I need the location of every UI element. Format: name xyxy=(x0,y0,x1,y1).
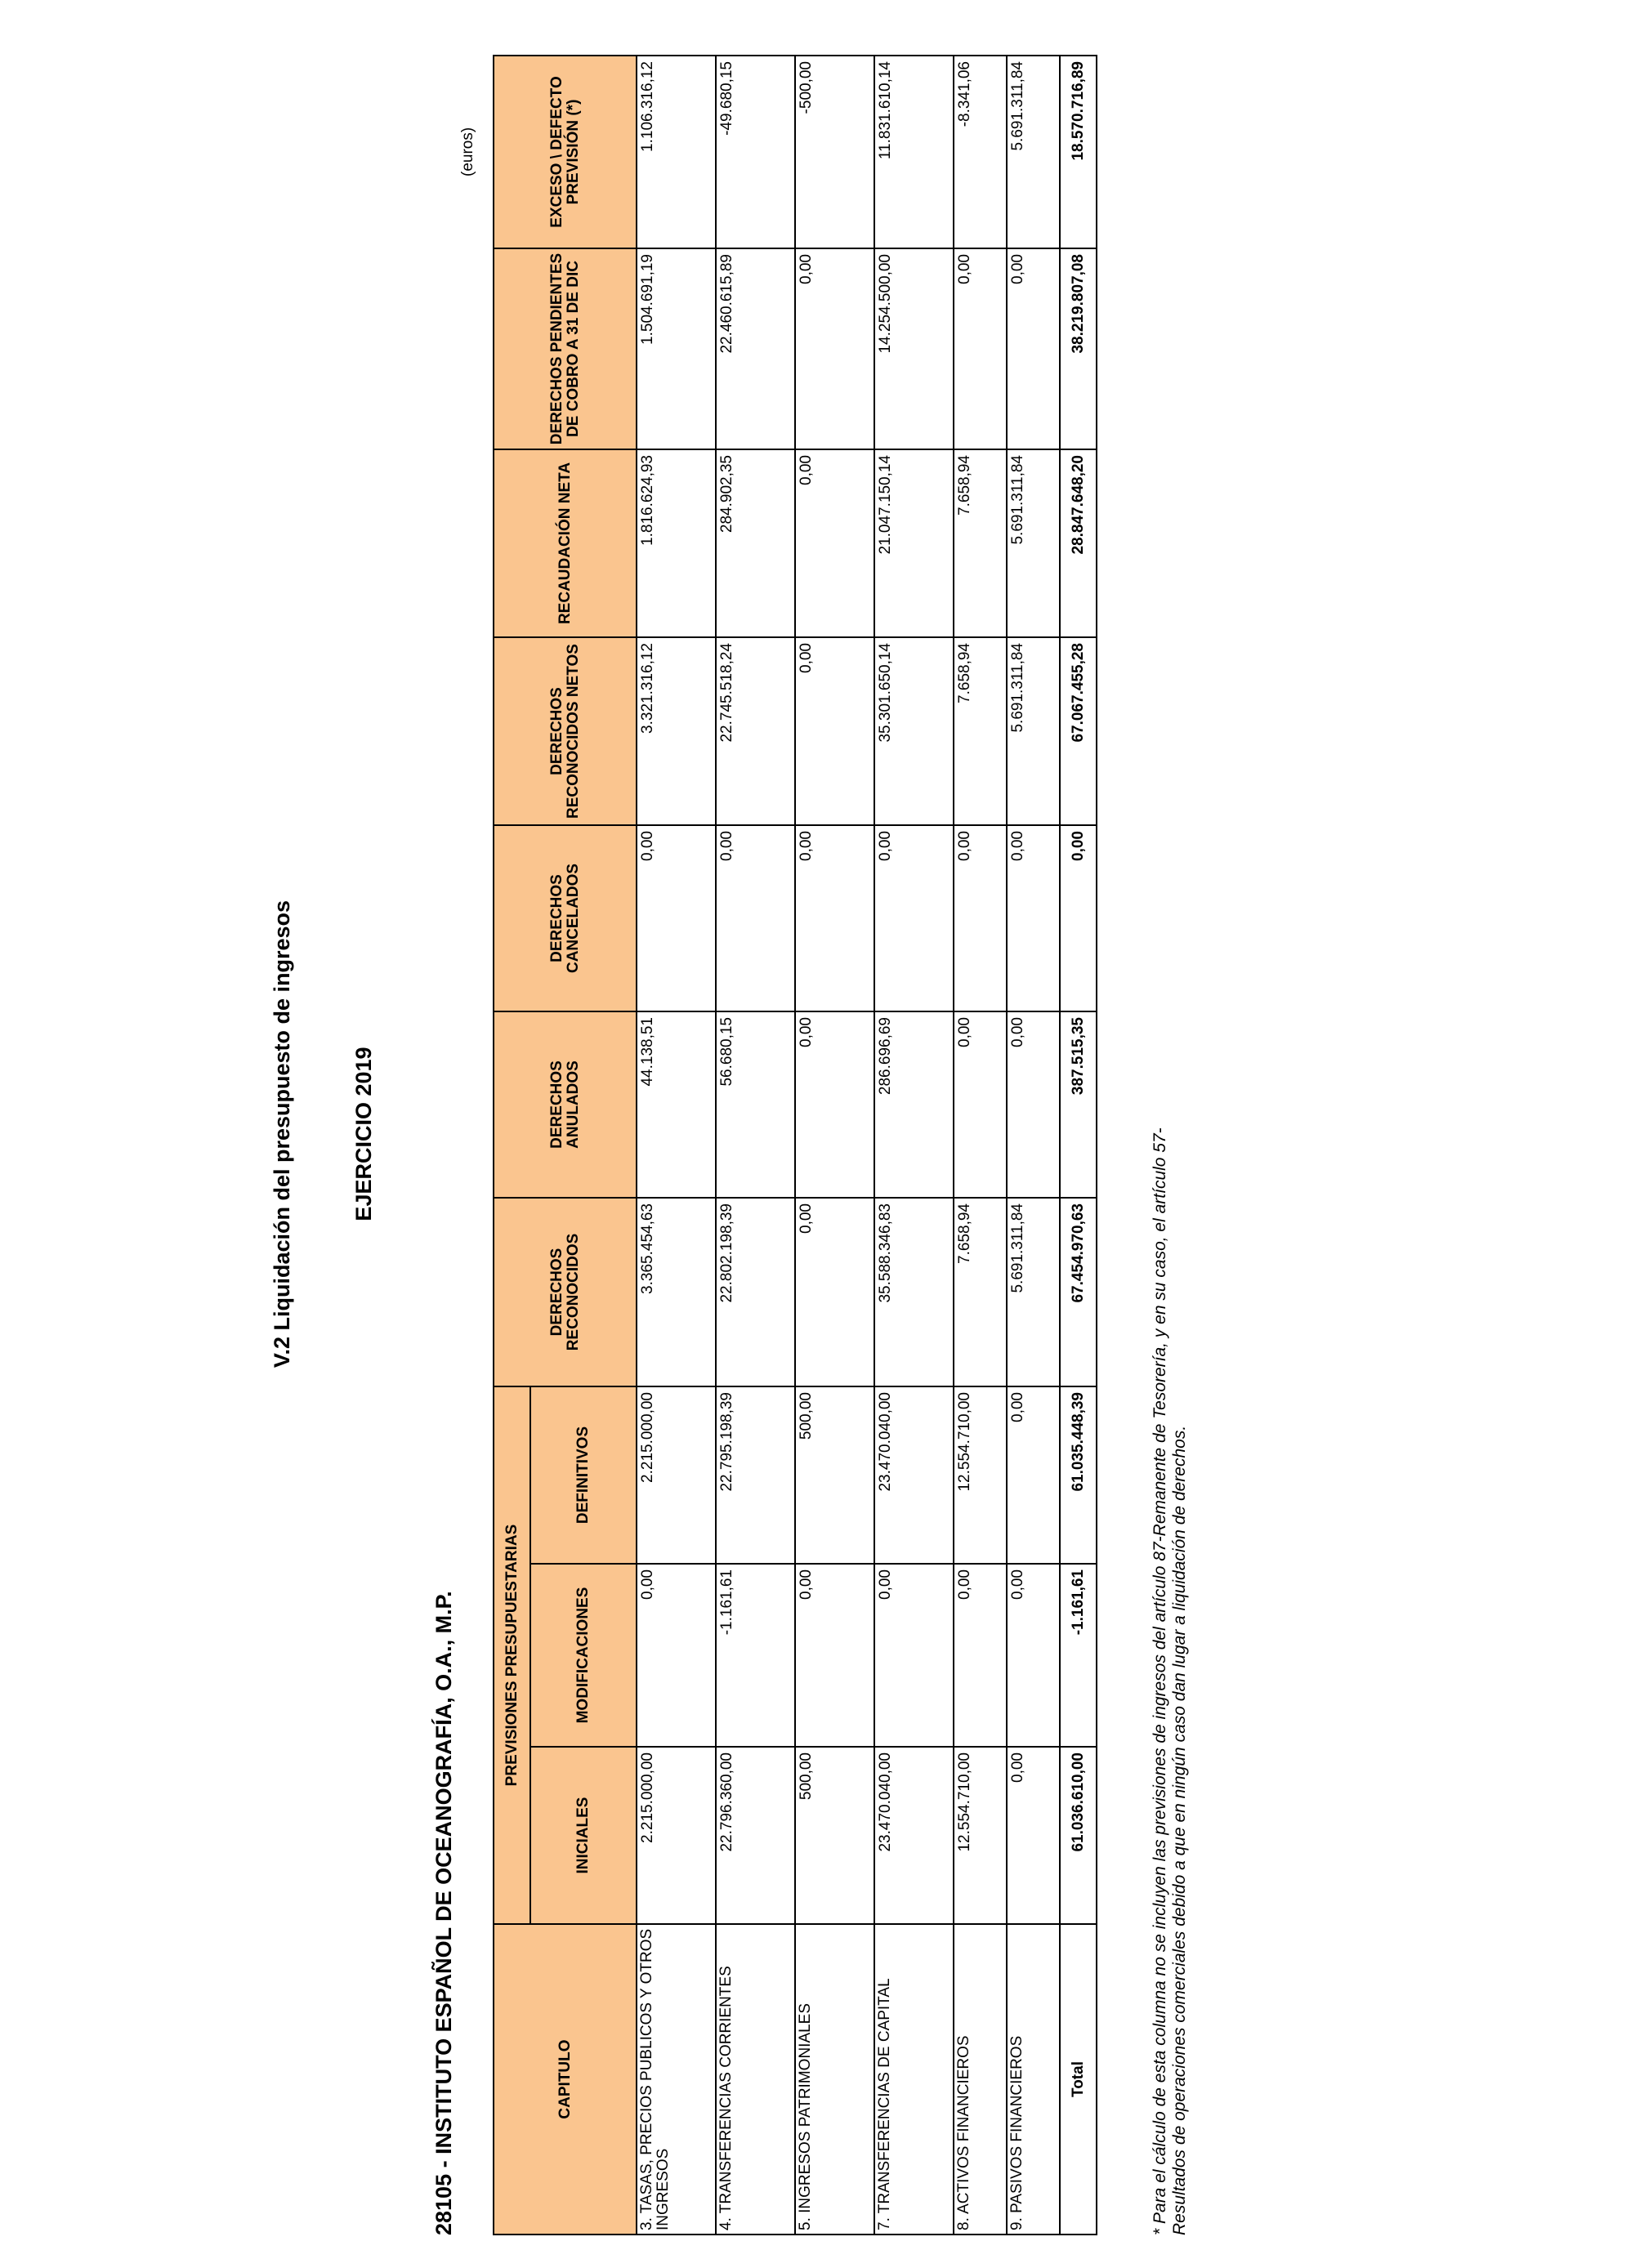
cell-derechos-cancelados: 0,00 xyxy=(637,825,716,1011)
col-header-derechos-pendientes: DERECHOS PENDIENTES DE COBRO A 31 DE DIC xyxy=(494,248,637,449)
cell-derechos-reconocidos-netos: 3.321.316,12 xyxy=(637,637,716,825)
cell-derechos-pendientes: 22.460.615,89 xyxy=(716,248,795,449)
col-header-derechos-cancelados: DERECHOS CANCELADOS xyxy=(494,825,637,1011)
cell-derechos-pendientes: 0,00 xyxy=(795,248,874,449)
cell-derechos-anulados: 286.696,69 xyxy=(874,1011,954,1198)
col-header-capitulo: CAPITULO xyxy=(494,1924,637,2235)
cell-modificaciones: 0,00 xyxy=(795,1564,874,1747)
cell-definitivos: 500,00 xyxy=(795,1386,874,1564)
cell-definitivos: 2.215.000,00 xyxy=(637,1386,716,1564)
cell-exceso-defecto: -8.341,06 xyxy=(954,56,1007,248)
cell-derechos-cancelados: 0,00 xyxy=(795,825,874,1011)
cell-iniciales: 23.470.040,00 xyxy=(874,1747,954,1924)
total-iniciales: 61.036.610,00 xyxy=(1060,1747,1097,1924)
total-label: Total xyxy=(1060,1924,1097,2235)
cell-recaudacion-neta: 7.658,94 xyxy=(954,449,1007,637)
col-header-derechos-reconocidos-netos: DERECHOS RECONOCIDOS NETOS xyxy=(494,637,637,825)
cell-modificaciones: 0,00 xyxy=(1007,1564,1060,1747)
cell-derechos-anulados: 0,00 xyxy=(1007,1011,1060,1198)
cell-derechos-reconocidos: 35.588.346,83 xyxy=(874,1198,954,1386)
cell-modificaciones: -1.161,61 xyxy=(716,1564,795,1747)
footnote: * Para el cálculo de esta columna no se incluyen las previsiones de ingresos del artículo 87-Remanente de Tesorería, y en su caso, el artículo 57- Resultados de operaciones comerciales debido a que en ningún caso dan lugar a liquidación de derechos. xyxy=(1151,1127,1190,2235)
fiscal-year-heading: EJERCICIO 2019 xyxy=(351,1047,376,1221)
cell-iniciales: 0,00 xyxy=(1007,1747,1060,1924)
col-header-recaudacion-neta: RECAUDACIÓN NETA xyxy=(494,449,637,637)
total-modificaciones: -1.161,61 xyxy=(1060,1564,1097,1747)
cell-iniciales: 2.215.000,00 xyxy=(637,1747,716,1924)
row-capitulo: 4. TRANSFERENCIAS CORRIENTES xyxy=(716,1924,795,2235)
cell-derechos-pendientes: 14.254.500,00 xyxy=(874,248,954,449)
cell-recaudacion-neta: 5.691.311,84 xyxy=(1007,449,1060,637)
total-derechos-pendientes: 38.219.807,08 xyxy=(1060,248,1097,449)
header-row-group xyxy=(494,56,530,2235)
row-capitulo: 7. TRANSFERENCIAS DE CAPITAL xyxy=(874,1924,954,2235)
cell-iniciales: 12.554.710,00 xyxy=(954,1747,1007,1924)
cell-derechos-reconocidos-netos: 22.745.518,24 xyxy=(716,637,795,825)
cell-derechos-reconocidos: 7.658,94 xyxy=(954,1198,1007,1386)
row-capitulo: 8. ACTIVOS FINANCIEROS xyxy=(954,1924,1007,2235)
col-header-definitivos: DEFINITIVOS xyxy=(530,1386,637,1564)
col-header-derechos-reconocidos: DERECHOS RECONOCIDOS xyxy=(494,1198,637,1386)
cell-recaudacion-neta: 21.047.150,14 xyxy=(874,449,954,637)
total-definitivos: 61.035.448,39 xyxy=(1060,1386,1097,1564)
cell-modificaciones: 0,00 xyxy=(954,1564,1007,1747)
cell-derechos-pendientes: 0,00 xyxy=(1007,248,1060,449)
cell-definitivos: 23.470.040,00 xyxy=(874,1386,954,1564)
cell-exceso-defecto: 1.106.316,12 xyxy=(637,56,716,248)
cell-derechos-reconocidos: 5.691.311,84 xyxy=(1007,1198,1060,1386)
total-exceso-defecto: 18.570.716,89 xyxy=(1060,56,1097,248)
total-derechos-reconocidos-netos: 67.067.455,28 xyxy=(1060,637,1097,825)
cell-exceso-defecto: 5.691.311,84 xyxy=(1007,56,1060,248)
cell-modificaciones: 0,00 xyxy=(874,1564,954,1747)
total-derechos-reconocidos: 67.454.970,63 xyxy=(1060,1198,1097,1386)
cell-definitivos: 0,00 xyxy=(1007,1386,1060,1564)
cell-recaudacion-neta: 1.816.624,93 xyxy=(637,449,716,637)
cell-iniciales: 500,00 xyxy=(795,1747,874,1924)
cell-derechos-cancelados: 0,00 xyxy=(1007,825,1060,1011)
cell-derechos-reconocidos: 0,00 xyxy=(795,1198,874,1386)
cell-iniciales: 22.796.360,00 xyxy=(716,1747,795,1924)
col-header-iniciales: INICIALES xyxy=(530,1747,637,1924)
total-recaudacion-neta: 28.847.648,20 xyxy=(1060,449,1097,637)
cell-definitivos: 12.554.710,00 xyxy=(954,1386,1007,1564)
cell-derechos-reconocidos-netos: 7.658,94 xyxy=(954,637,1007,825)
row-capitulo: 5. INGRESOS PATRIMONIALES xyxy=(795,1924,874,2235)
cell-derechos-anulados: 56.680,15 xyxy=(716,1011,795,1198)
table-row xyxy=(716,56,795,2235)
cell-derechos-cancelados: 0,00 xyxy=(716,825,795,1011)
cell-definitivos: 22.795.198,39 xyxy=(716,1386,795,1564)
row-capitulo: 3. TASAS, PRECIOS PUBLICOS Y OTROS INGRESOS xyxy=(637,1924,716,2235)
cell-derechos-reconocidos: 22.802.198,39 xyxy=(716,1198,795,1386)
cell-derechos-anulados: 0,00 xyxy=(954,1011,1007,1198)
cell-derechos-pendientes: 0,00 xyxy=(954,248,1007,449)
table-row xyxy=(874,56,954,2235)
cell-derechos-cancelados: 0,00 xyxy=(874,825,954,1011)
total-row xyxy=(1060,56,1097,2235)
cell-exceso-defecto: -49.680,15 xyxy=(716,56,795,248)
cell-derechos-cancelados: 0,00 xyxy=(954,825,1007,1011)
table-row xyxy=(954,56,1007,2235)
cell-derechos-reconocidos-netos: 35.301.650,14 xyxy=(874,637,954,825)
col-header-modificaciones: MODIFICACIONES xyxy=(530,1564,637,1747)
cell-derechos-pendientes: 1.504.691,19 xyxy=(637,248,716,449)
cell-modificaciones: 0,00 xyxy=(637,1564,716,1747)
entity-name: 28105 - INSTITUTO ESPAÑOL DE OCEANOGRAFÍA, O.A., M.P. xyxy=(431,1591,456,2235)
table-row xyxy=(795,56,874,2235)
cell-derechos-reconocidos: 3.365.454,63 xyxy=(637,1198,716,1386)
cell-recaudacion-neta: 284.902,35 xyxy=(716,449,795,637)
budget-settlement-table xyxy=(493,55,1097,2235)
total-derechos-cancelados: 0,00 xyxy=(1060,825,1097,1011)
table-row xyxy=(637,56,716,2235)
cell-exceso-defecto: 11.831.610,14 xyxy=(874,56,954,248)
cell-derechos-reconocidos-netos: 5.691.311,84 xyxy=(1007,637,1060,825)
cell-recaudacion-neta: 0,00 xyxy=(795,449,874,637)
row-capitulo: 9. PASIVOS FINANCIEROS xyxy=(1007,1924,1060,2235)
currency-units: (euros) xyxy=(459,127,476,176)
total-derechos-anulados: 387.515,35 xyxy=(1060,1011,1097,1198)
col-header-exceso-defecto: EXCESO \ DEFECTO PREVISIÓN (*) xyxy=(494,56,637,248)
col-header-previsiones-group: PREVISIONES PRESUPUESTARIAS xyxy=(494,1386,530,1924)
cell-exceso-defecto: -500,00 xyxy=(795,56,874,248)
cell-derechos-anulados: 44.138,51 xyxy=(637,1011,716,1198)
cell-derechos-anulados: 0,00 xyxy=(795,1011,874,1198)
table-row xyxy=(1007,56,1060,2235)
cell-derechos-reconocidos-netos: 0,00 xyxy=(795,637,874,825)
col-header-derechos-anulados: DERECHOS ANULADOS xyxy=(494,1011,637,1198)
report-title: V.2 Liquidación del presupuesto de ingresos xyxy=(270,900,294,1368)
